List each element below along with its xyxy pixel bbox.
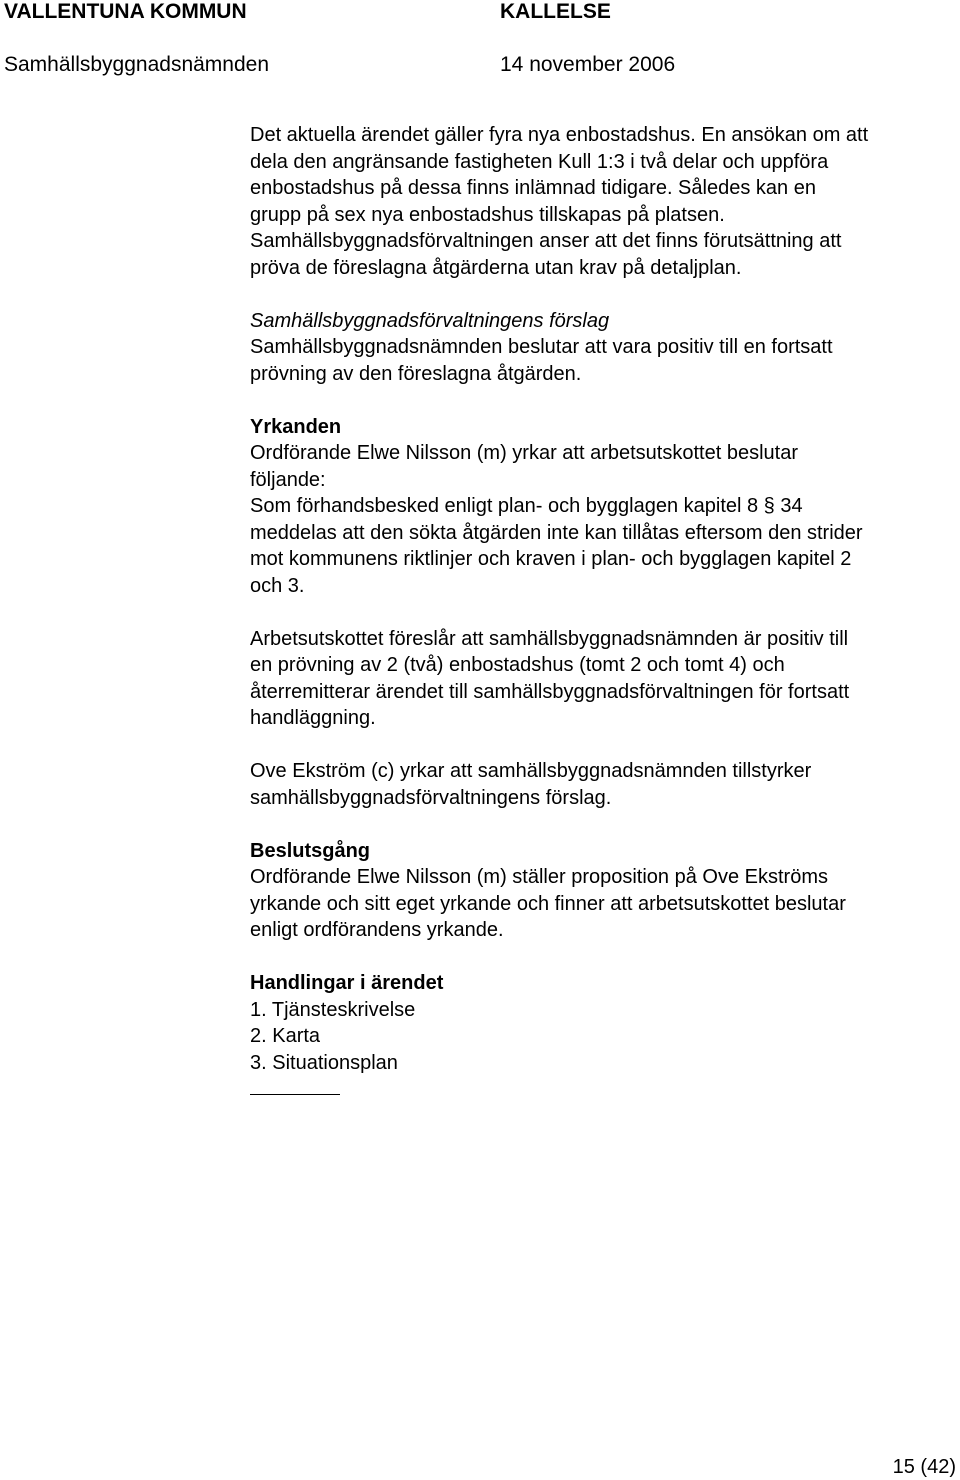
text-line: meddelas att den sökta åtgärden inte kan tillåtas eftersom den strider xyxy=(250,521,863,544)
document-list-item: 3. Situationsplan xyxy=(250,1051,398,1074)
text-line: prövning av den föreslagna åtgärden. xyxy=(250,362,582,385)
text-line: Ordförande Elwe Nilsson (m) yrkar att arbetsutskottet beslutar xyxy=(250,442,798,464)
text-line: grupp på sex nya enbostadshus tillskapas på platsen. xyxy=(250,203,725,226)
text-line: följande: xyxy=(250,468,326,491)
text-line: enbostadshus på dessa finns inlämnad tidigare. Således kan en xyxy=(250,177,816,199)
ekstrom-motion-paragraph xyxy=(250,758,950,811)
page-number: 15 (42) xyxy=(892,1456,956,1478)
document-date: 14 november 2006 xyxy=(500,53,676,76)
documents-heading: Handlingar i ärendet xyxy=(250,972,444,994)
document-body xyxy=(250,122,950,1076)
text-line: Det aktuella ärendet gäller fyra nya enbostadshus. En ansökan om att xyxy=(250,124,869,146)
text-line: pröva de föreslagna åtgärderna utan krav på detaljplan. xyxy=(250,256,742,279)
text-line: Som förhandsbesked enligt plan- och bygglagen kapitel 8 § 34 xyxy=(250,495,803,517)
organization-name: VALLENTUNA KOMMUN xyxy=(4,0,247,23)
text-line: samhällsbyggnadsförvaltningens förslag. xyxy=(250,786,612,809)
motions-heading: Yrkanden xyxy=(250,415,342,438)
proposal-heading: Samhällsbyggnadsförvaltningens förslag xyxy=(250,309,610,332)
committee-name: Samhällsbyggnadsnämnden xyxy=(4,53,270,76)
text-line: och 3. xyxy=(250,574,305,597)
document-list-item: 2. Karta xyxy=(250,1025,321,1047)
text-line: Samhällsbyggnadsförvaltningen anser att det finns förutsättning att xyxy=(250,230,842,252)
decision-process-heading: Beslutsgång xyxy=(250,839,371,862)
text-line: handläggning. xyxy=(250,707,376,729)
end-divider xyxy=(250,1094,340,1095)
committee-proposal-paragraph xyxy=(250,626,950,732)
text-line: Arbetsutskottet föreslår att samhällsbyggnadsnämnden är positiv till xyxy=(250,627,849,650)
text-line: dela den angränsande fastigheten Kull 1:3 i två delar och uppföra xyxy=(250,150,829,173)
text-line: Ordförande Elwe Nilsson (m) ställer proposition på Ove Ekströms xyxy=(250,866,828,888)
documents-section xyxy=(250,970,950,1076)
document-list-item: 1. Tjänsteskrivelse xyxy=(250,998,416,1021)
proposal-section xyxy=(250,308,950,388)
document-type: KALLELSE xyxy=(500,0,611,23)
text-line: Ove Ekström (c) yrkar att samhällsbyggnadsnämnden tillstyrker xyxy=(250,760,812,782)
text-line: Samhällsbyggnadsnämnden beslutar att vara positiv till en fortsatt xyxy=(250,336,833,358)
text-line: enligt ordförandens yrkande. xyxy=(250,919,504,941)
text-line: återremitterar ärendet till samhällsbyggnadsförvaltningen för fortsatt xyxy=(250,680,850,703)
intro-paragraph xyxy=(250,122,950,281)
decision-process-section xyxy=(250,838,950,944)
text-line: en prövning av 2 (två) enbostadshus (tomt 2 och tomt 4) och xyxy=(250,654,785,676)
motions-chair-section xyxy=(250,414,950,600)
text-line: yrkande och sitt eget yrkande och finner att arbetsutskottet beslutar xyxy=(250,892,846,915)
text-line: mot kommunens riktlinjer och kraven i plan- och bygglagen kapitel 2 xyxy=(250,548,852,570)
